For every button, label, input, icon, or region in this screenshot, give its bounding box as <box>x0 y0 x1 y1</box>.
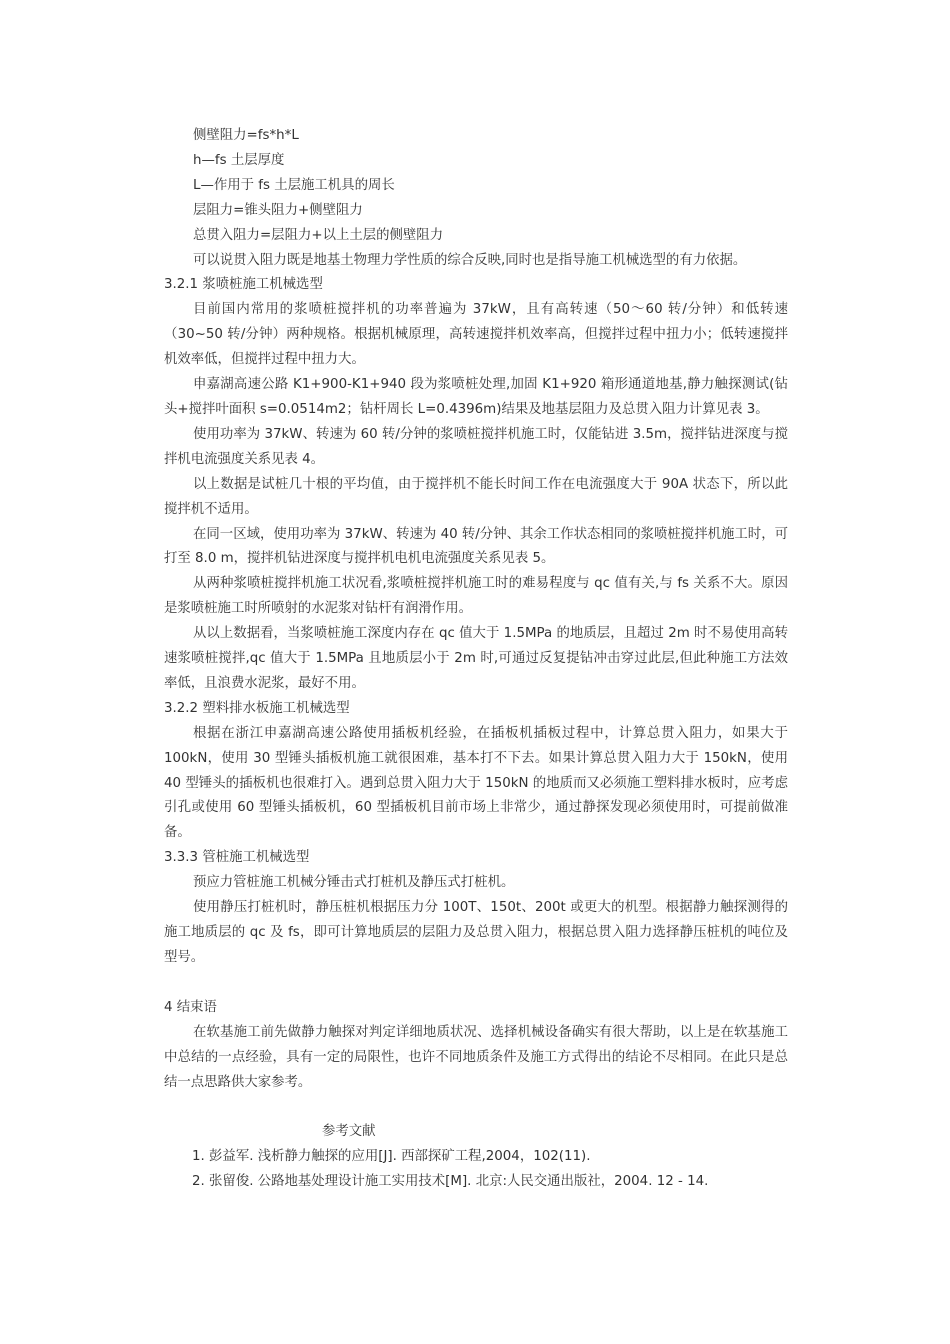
formula-line: 侧壁阻力=fs*h*L <box>193 128 299 143</box>
formula-line: h—fs 土层厚度 <box>193 152 285 168</box>
paragraph: 根据在浙江申嘉湖高速公路使用插板机经验，在插板机插板过程中，计算总贯入阻力，如果大于 100kN，使用 30 型锤头插板机施工就很困难，基本打不下去。如果计算总贯入阻力大于 150kN，使用 40 型锤头的插板机也很难打入。遇到总贯入阻力大于 150kN 的地质而又必须施工塑料排水板时，应考虑引孔或使用 60 型锤头插板机，60 型插板机目前市场上非常少，通过静探发现必须使用时，可提前做准备。 <box>164 725 788 841</box>
paragraph: 在同一区域，使用功率为 37kW、转速为 40 转/分钟、其余工作状态相同的浆喷桩搅拌机施工时，可打至 8.0 m，搅拌机钻进深度与搅拌机电机电流强度关系见表 5。 <box>164 526 788 567</box>
paragraph: 以上数据是试桩几十根的平均值，由于搅拌机不能长时间工作在电流强度大于 90A 状态下，所以此搅拌机不适用。 <box>164 476 788 517</box>
paragraph: 申嘉湖高速公路 K1+900-K1+940 段为浆喷桩处理,加固 K1+920 箱形通道地基,静力触探测试(钻头+搅拌叶面积 s=0.0514m2；钻杆周长 L=0.4396m)结果及地基层阻力及总贯入阻力计算见表 3。 <box>164 377 788 417</box>
intro-paragraph: 可以说贯入阻力既是地基土物理力学性质的综合反映,同时也是指导施工机械选型的有力依据。 <box>193 252 747 268</box>
paragraph: 使用功率为 37kW、转速为 60 转/分钟的浆喷桩搅拌机施工时，仅能钻进 3.5m，搅拌钻进深度与搅拌机电流强度关系见表 4。 <box>164 426 788 467</box>
paragraph: 预应力管桩施工机械分锤击式打桩机及静压式打桩机。 <box>193 875 515 891</box>
document-body <box>164 124 788 1195</box>
reference-item: 1. 彭益军. 浅析静力触探的应用[J]. 西部探矿工程,2004，102(11). <box>192 1149 591 1165</box>
reference-item: 2. 张留俊. 公路地基处理设计施工实用技术[M]. 北京:人民交通出版社，2004. 12 - 14. <box>192 1174 709 1190</box>
section-heading-4: 4 结束语 <box>164 999 217 1015</box>
formula-line: 总贯入阻力=层阻力+以上土层的侧壁阻力 <box>193 227 444 243</box>
paragraph: 使用静压打桩机时，静压桩机根据压力分 100T、150t、200t 或更大的机型。根据静力触探测得的施工地质层的 qc 及 fs，即可计算地质层的层阻力及总贯入阻力，根据总贯入阻力选择静压桩机的吨位及型号。 <box>164 900 788 965</box>
formula-line: 层阻力=锥头阻力+侧壁阻力 <box>193 202 363 218</box>
spacer <box>164 971 788 996</box>
section-heading-3-2-2: 3.2.2 塑料排水板施工机械选型 <box>164 700 350 716</box>
formula-line: L—作用于 fs 土层施工机具的周长 <box>193 177 395 193</box>
references-title: 参考文献 <box>322 1124 376 1140</box>
paragraph: 从以上数据看，当浆喷桩施工深度内存在 qc 值大于 1.5MPa 的地质层，且超过 2m 时不易使用高转速浆喷桩搅拌,qc 值大于 1.5MPa 且地质层小于 2m 时,可通过反复提钻冲击穿过此层,但此种施工方法效率低，且浪费水泥浆，最好不用。 <box>164 626 788 691</box>
section-heading-3-2-1: 3.2.1 浆喷桩施工机械选型 <box>164 277 323 293</box>
paragraph: 在软基施工前先做静力触探对判定详细地质状况、选择机械设备确实有很大帮助，以上是在软基施工中总结的一点经验，具有一定的局限性，也许不同地质条件及施工方式得出的结论不尽相同。在此只是总结一点思路供大家参考。 <box>164 1024 788 1090</box>
section-heading-3-3-3: 3.3.3 管桩施工机械选型 <box>164 850 310 866</box>
paragraph: 从两种浆喷桩搅拌机施工状况看,浆喷桩搅拌机施工时的难易程度与 qc 值有关,与 fs 关系不大。原因是浆喷桩施工时所喷射的水泥浆对钻杆有润滑作用。 <box>164 576 788 617</box>
spacer <box>164 1095 788 1120</box>
paragraph: 目前国内常用的浆喷桩搅拌机的功率普遍为 37kW，且有高转速（50～60 转/分钟）和低转速（30~50 转/分钟）两种规格。根据机械原理，高转速搅拌机效率高，但搅拌过程中扭力小；低转速搅拌机效率低，但搅拌过程中扭力大。 <box>164 302 788 368</box>
